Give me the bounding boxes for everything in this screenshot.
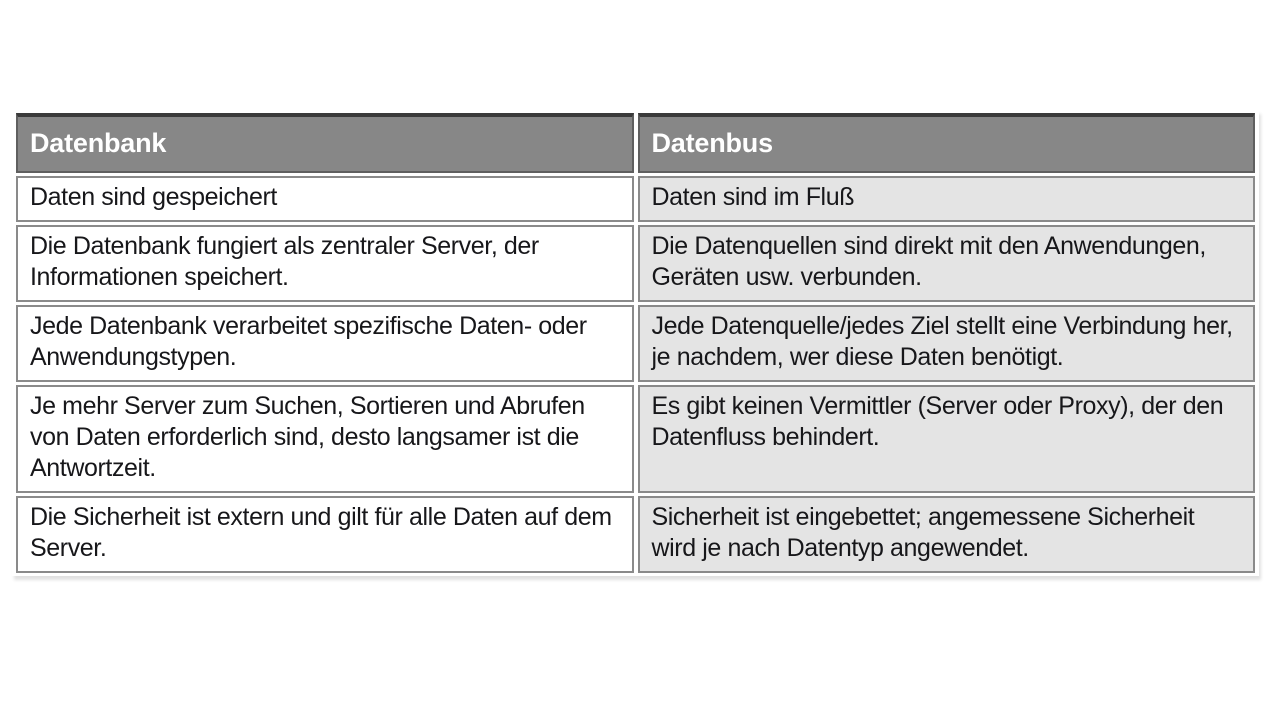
cell-row1-datenbus: Daten sind im Fluß: [638, 176, 1256, 222]
cell-row4-datenbus: Es gibt keinen Vermittler (Server oder Proxy), der den Datenfluss behindert.: [638, 385, 1256, 493]
table-row: [16, 385, 1255, 493]
cell-row5-datenbank: Die Sicherheit ist extern und gilt für alle Daten auf dem Server.: [16, 496, 634, 573]
cell-row5-datenbus: Sicherheit ist eingebettet; angemessene Sicherheit wird je nach Datentyp angewendet.: [638, 496, 1256, 573]
header-cell-datenbank: Datenbank: [16, 113, 634, 173]
table-row: [16, 225, 1255, 302]
cell-row4-datenbank: Je mehr Server zum Suchen, Sortieren und Abrufen von Daten erforderlich sind, desto langsamer ist die Antwortzeit.: [16, 385, 634, 493]
comparison-table: [12, 110, 1259, 576]
table-row: [16, 176, 1255, 222]
cell-row1-datenbank: Daten sind gespeichert: [16, 176, 634, 222]
cell-row2-datenbus: Die Datenquellen sind direkt mit den Anwendungen, Geräten usw. verbunden.: [638, 225, 1256, 302]
table-header-row: [16, 113, 1255, 173]
table-row: [16, 496, 1255, 573]
header-cell-datenbus: Datenbus: [638, 113, 1256, 173]
cell-row2-datenbank: Die Datenbank fungiert als zentraler Server, der Informationen speichert.: [16, 225, 634, 302]
cell-row3-datenbus: Jede Datenquelle/jedes Ziel stellt eine Verbindung her, je nachdem, wer diese Daten benötigt.: [638, 305, 1256, 382]
comparison-table-container: [16, 113, 1263, 573]
cell-row3-datenbank: Jede Datenbank verarbeitet spezifische Daten- oder Anwendungstypen.: [16, 305, 634, 382]
table-row: [16, 305, 1255, 382]
